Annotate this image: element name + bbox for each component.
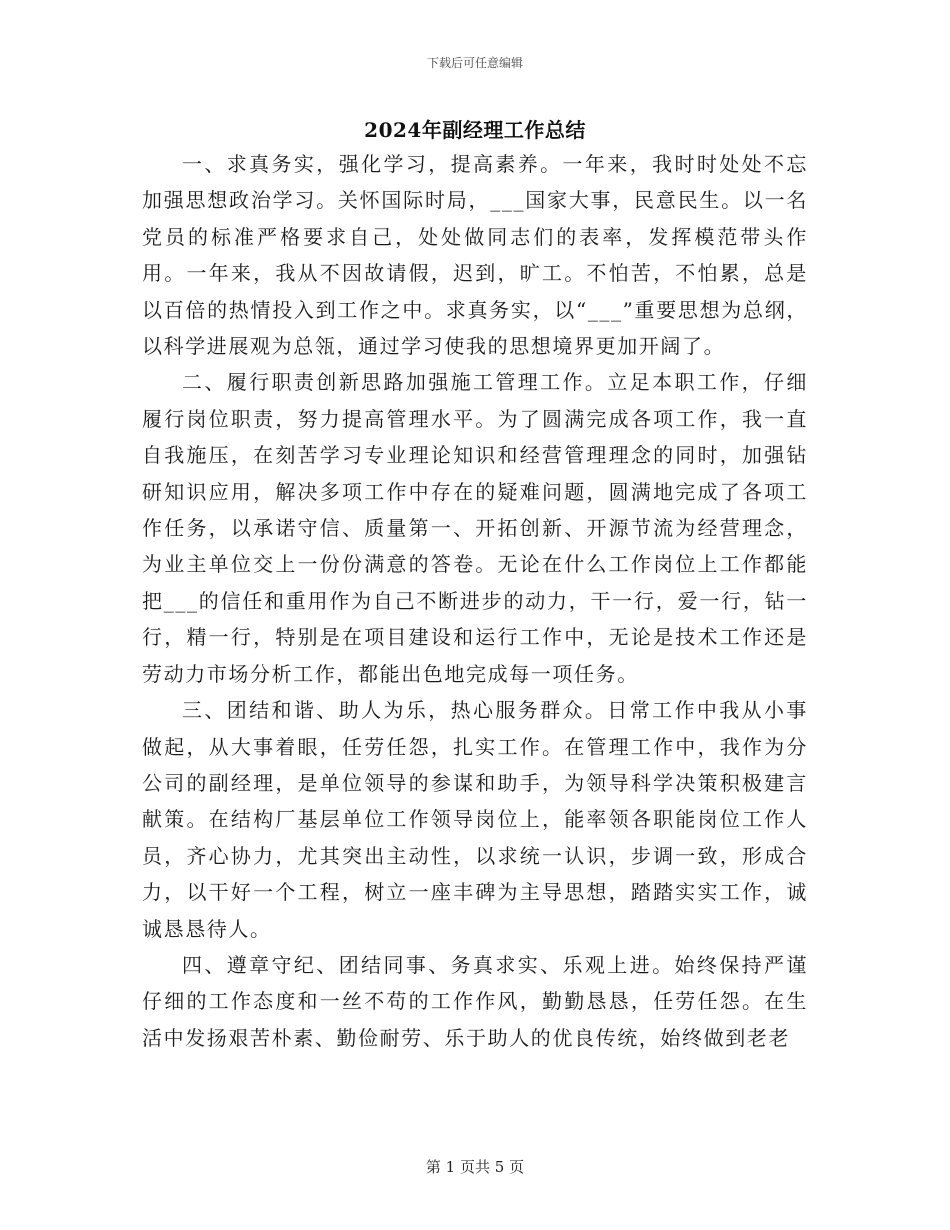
paragraph-4: 四、遵章守纪、团结同事、务真求实、乐观上进。始终保持严谨仔细的工作态度和一丝不苟的工作作风，勤勤恳恳，任劳任怨。在生活中发扬艰苦朴素、勤俭耐劳、乐于助人的优良传统，始终做到老老: [142, 952, 808, 1050]
document-body: [142, 146, 808, 1056]
download-note: 下载后可任意编辑: [426, 56, 523, 70]
paragraph-2: 二、履行职责创新思路加强施工管理工作。立足本职工作，仔细履行岗位职责，努力提高管理水平。为了圆满完成各项工作，我一直自我施压，在刻苦学习专业理论知识和经营管理理念的同时，加强钻研知识应用，解决多项工作中存在的疑难问题，圆满地完成了各项工作任务，以承诺守信、质量第一、开拓创新、开源节流为经营理念，为业主单位交上一份份满意的答卷。无论在什么工作岗位上工作都能把___的信任和重用作为自己不断进步的动力，干一行，爱一行，钻一行，精一行，特别是在项目建设和运行工作中，无论是技术工作还是劳动力市场分析工作，都能出色地完成每一项任务。: [142, 370, 808, 686]
document-title: 2024年副经理工作总结: [364, 118, 586, 142]
paragraph-1: 一、求真务实，强化学习，提高素养。一年来，我时时处处不忘加强思想政治学习。关怀国际时局，___国家大事，民意民生。以一名党员的标准严格要求自己，处处做同志们的表率，发挥模范带头作用。一年来，我从不因故请假，迟到，旷工。不怕苦，不怕累，总是以百倍的热情投入到工作之中。求真务实，以“___”重要思想为总纲，以科学进展观为总瓴，通过学习使我的思想境界更加开阔了。: [142, 152, 808, 359]
page-number: 第 1 页共 5 页: [425, 1158, 525, 1176]
paragraph-3: 三、团结和谐、助人为乐，热心服务群众。日常工作中我从小事做起，从大事着眼，任劳任怨，扎实工作。在管理工作中，我作为分公司的副经理，是单位领导的参谋和助手，为领导科学决策积极建言献策。在结构厂基层单位工作领导岗位上，能率领各职能岗位工作人员，齐心协力，尤其突出主动性，以求统一认识，步调一致，形成合力，以干好一个工程，树立一座丰碑为主导思想，踏踏实实工作，诚诚恳恳待人。: [142, 698, 808, 941]
